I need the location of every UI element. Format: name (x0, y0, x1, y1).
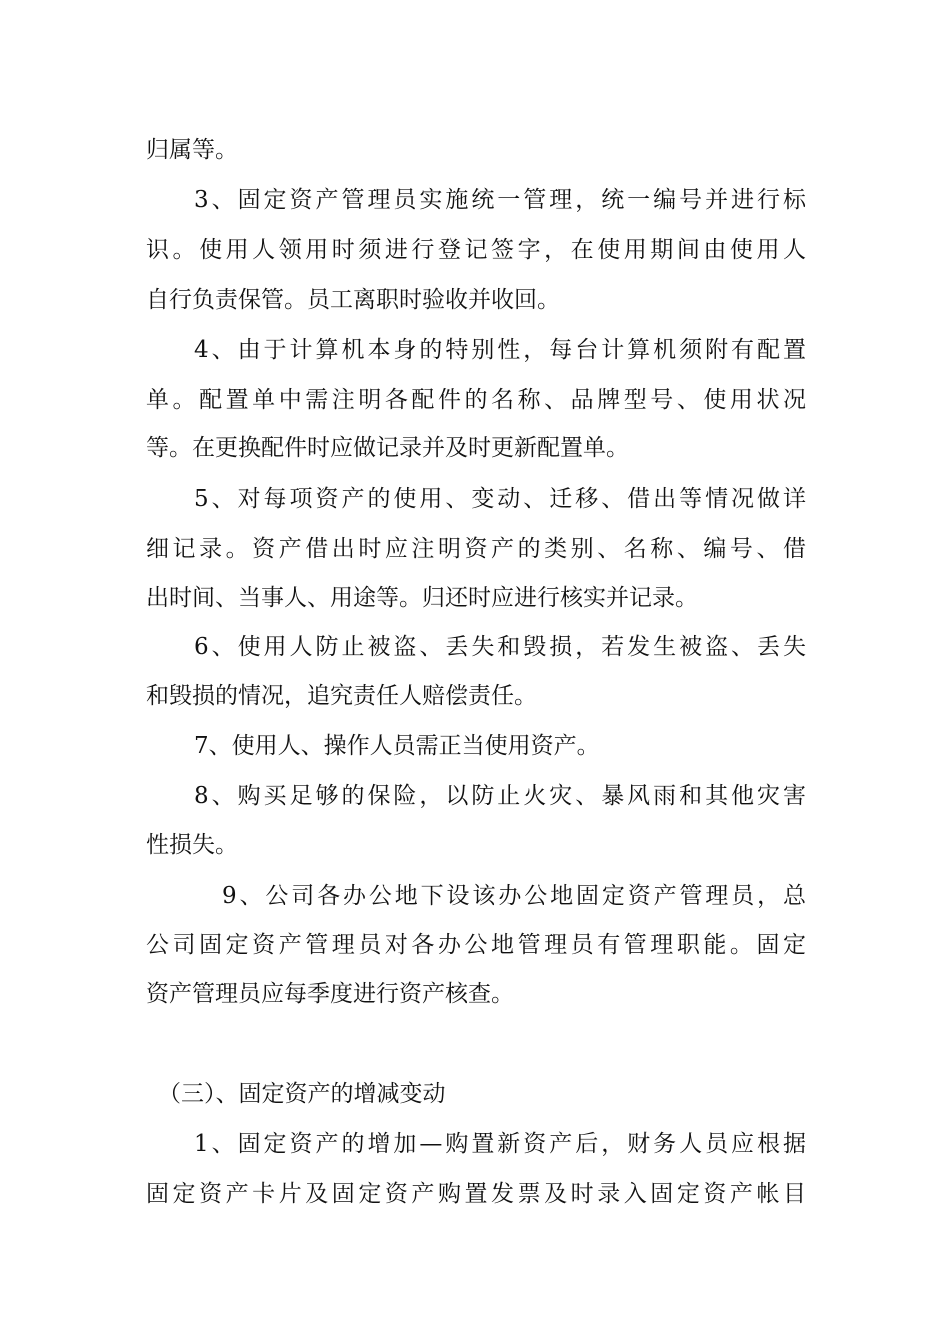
item-7-line-1: 7、使用人、操作人员需正当使用资产。 (194, 733, 600, 759)
item-4-line-2: 单。配置单中需注明各配件的名称、品牌型号、使用状况 (146, 387, 806, 413)
item-4-line-3: 等。在更换配件时应做记录并及时更新配置单。 (146, 435, 629, 461)
item-8-line-1: 8、购买足够的保险，以防止火灾、暴风雨和其他灾害 (194, 783, 806, 809)
item-5-line-1: 5、对每项资产的使用、变动、迁移、借出等情况做详 (194, 486, 806, 512)
item-5-line-3: 出时间、当事人、用途等。归还时应进行核实并记录。 (146, 585, 698, 611)
item-6-line-1: 6、使用人防止被盗、丢失和毁损，若发生被盗、丢失 (194, 634, 806, 660)
item-9-line-1: 9、公司各办公地下设该办公地固定资产管理员，总 (222, 883, 806, 909)
section-item-1-line-2: 固定资产卡片及固定资产购置发票及时录入固定资产帐目 (146, 1181, 806, 1207)
item-4-line-1: 4、由于计算机本身的特别性，每台计算机须附有配置 (194, 337, 806, 363)
text-line-1: 归属等。 (146, 137, 238, 163)
item-6-line-2: 和毁损的情况，追究责任人赔偿责任。 (146, 683, 537, 709)
item-3-line-3: 自行负责保管。员工离职时验收并收回。 (146, 287, 560, 313)
item-3-line-2: 识。使用人领用时须进行登记签字，在使用期间由使用人 (146, 237, 806, 263)
item-5-line-2: 细记录。资产借出时应注明资产的类别、名称、编号、借 (146, 536, 806, 562)
item-3-line-1: 3、固定资产管理员实施统一管理，统一编号并进行标 (194, 187, 806, 213)
item-9-line-2: 公司固定资产管理员对各办公地管理员有管理职能。固定 (146, 932, 806, 958)
section-heading: （三）、固定资产的增减变动 (158, 1081, 446, 1107)
section-item-1-line-1: 1、固定资产的增加—购置新资产后，财务人员应根据 (194, 1131, 806, 1157)
item-9-line-3: 资产管理员应每季度进行资产核查。 (146, 981, 514, 1007)
item-8-line-2: 性损失。 (146, 832, 238, 858)
